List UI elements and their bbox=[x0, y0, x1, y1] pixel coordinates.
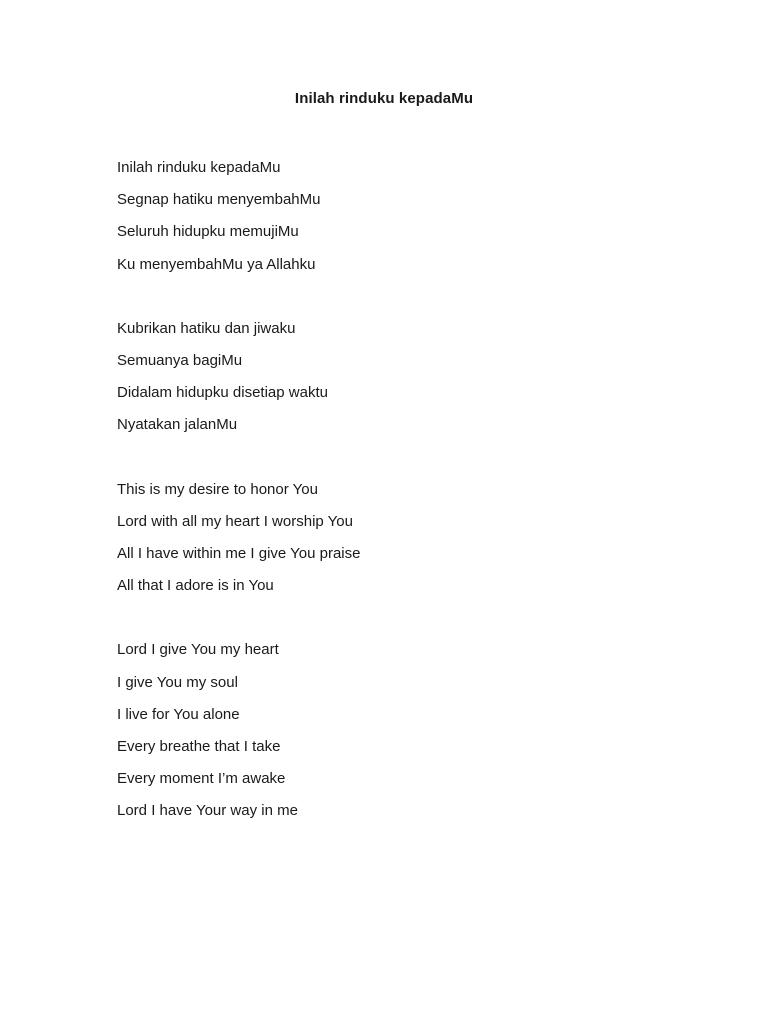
lyric-line: Seluruh hidupku memujiMu bbox=[117, 223, 299, 241]
stanza-1 bbox=[117, 152, 677, 281]
stanza-4 bbox=[117, 634, 677, 827]
stanza-3 bbox=[117, 474, 677, 603]
lyric-line: Kubrikan hatiku dan jiwaku bbox=[117, 319, 296, 337]
lyrics-body bbox=[117, 152, 677, 828]
lyric-line: Segnap hatiku menyembahMu bbox=[117, 191, 321, 209]
lyric-line: Every moment I’m awake bbox=[117, 770, 286, 788]
lyric-line: All I have within me I give You praise bbox=[117, 545, 361, 563]
document-title: Inilah rinduku kepadaMu bbox=[294, 90, 474, 107]
lyric-line: Didalam hidupku disetiap waktu bbox=[117, 384, 328, 402]
lyric-line: I give You my soul bbox=[117, 673, 238, 691]
lyric-line: Nyatakan jalanMu bbox=[117, 416, 238, 434]
stanza-2 bbox=[117, 313, 677, 442]
lyric-line: Semuanya bagiMu bbox=[117, 352, 243, 370]
lyric-line: Ku menyembahMu ya Allahku bbox=[117, 255, 316, 273]
lyric-line: Lord with all my heart I worship You bbox=[117, 512, 353, 530]
lyric-line: I live for You alone bbox=[117, 705, 240, 723]
lyric-line: This is my desire to honor You bbox=[117, 480, 318, 498]
lyric-line: Lord I give You my heart bbox=[117, 641, 279, 659]
lyric-line: Lord I have Your way in me bbox=[117, 802, 298, 820]
lyric-line: All that I adore is in You bbox=[117, 577, 274, 595]
lyric-line: Inilah rinduku kepadaMu bbox=[117, 159, 281, 176]
lyric-line: Every breathe that I take bbox=[117, 738, 281, 756]
